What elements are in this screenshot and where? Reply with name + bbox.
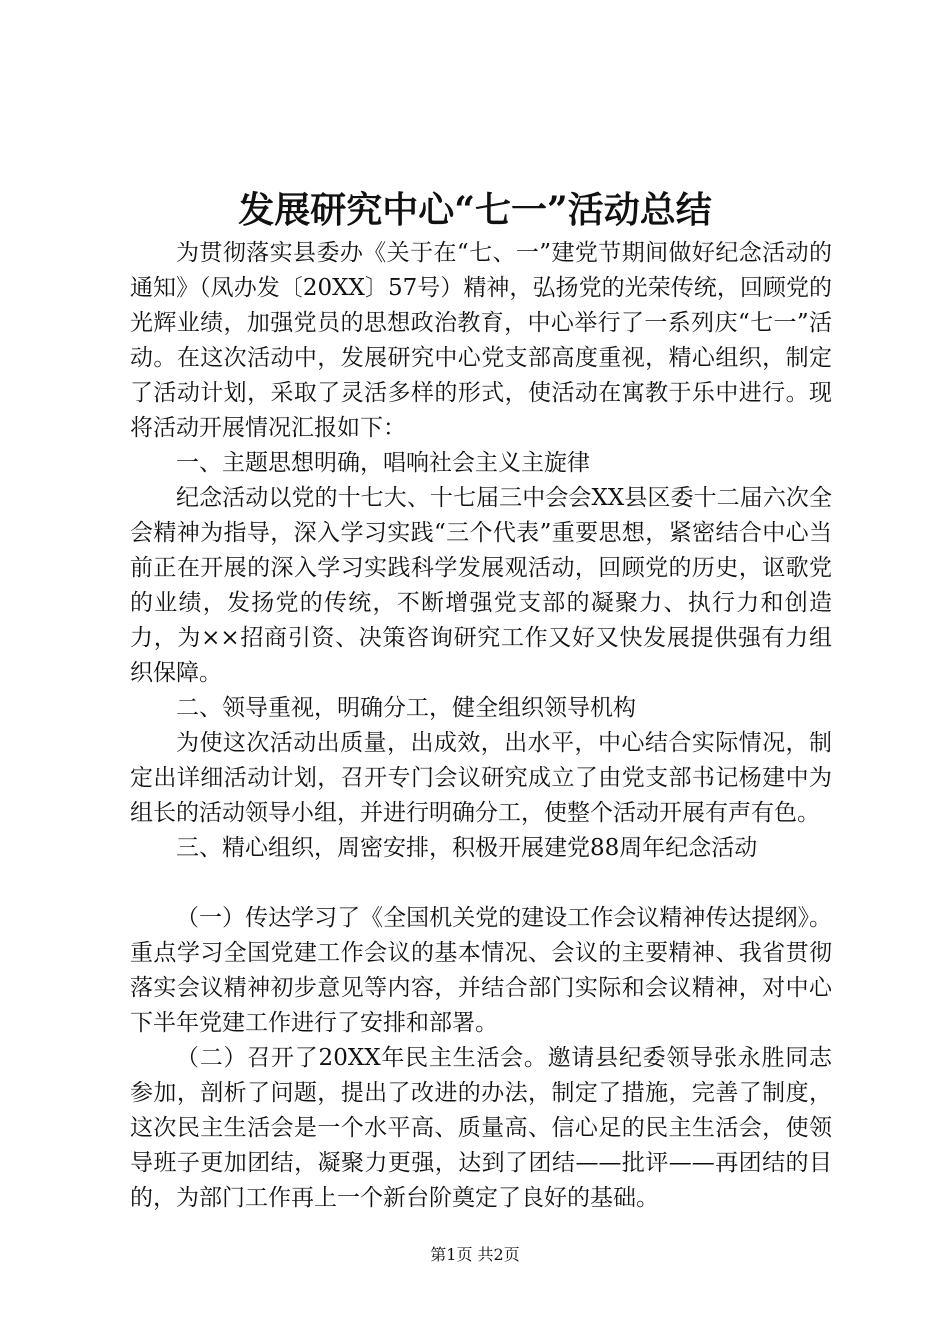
section-heading-1: 一、主题思想明确，唱响社会主义主旋律 — [176, 450, 590, 476]
intro-paragraph: 为贯彻落实县委办《关于在“七、一”建党节期间做好纪念活动的通知》（凤办发〔20XX〕57号）精神，弘扬党的光荣传统，回顾党的光辉业绩，加强党员的思想政治教育，中心举行了一系列庆“七一”活动。在这次活动中，发展研究中心党支部高度重视，精心组织，制定了活动计划，采取了灵活多样的形式，使活动在寓教于乐中进行。现将活动开展情况汇报如下： — [130, 240, 832, 441]
section-1-paragraph: 纪念活动以党的十七大、十七届三中会会XX县区委十二届六次全会精神为指导，深入学习实践“三个代表”重要思想，紧密结合中心当前正在开展的深入学习实践科学发展观活动，回顾党的历史，讴歌党的业绩，发扬党的传统，不断增强党支部的凝聚力、执行力和创造力，为××招商引资、决策咨询研究工作又好又快发展提供强有力组织保障。 — [130, 485, 832, 686]
blank-line — [130, 866, 832, 901]
subsection-1-paragraph: （一）传达学习了《全国机关党的建设工作会议精神传达提纲》。重点学习全国党建工作会议的基本情况、会议的主要精神、我省贯彻落实会议精神初步意见等内容，并结合部门实际和会议精神，对中心下半年党建工作进行了安排和部署。 — [130, 905, 832, 1036]
page-footer: 第1页 共2页 — [430, 1245, 520, 1264]
document-body — [130, 236, 832, 1216]
subsection-2-paragraph: （二）召开了20XX年民主生活会。邀请县纪委领导张永胜同志参加，剖析了问题，提出了改进的办法，制定了措施，完善了制度，这次民主生活会是一个水平高、质量高、信心足的民主生活会，使领导班子更加团结，凝聚力更强，达到了团结——批评——再团结的目的，为部门工作再上一个新台阶奠定了良好的基础。 — [130, 1045, 832, 1211]
document-title: 发展研究中心“七一”活动总结 — [238, 189, 712, 231]
section-heading-3: 三、精心组织，周密安排，积极开展建党88周年纪念活动 — [176, 835, 758, 861]
section-heading-2: 二、领导重视，明确分工，健全组织领导机构 — [176, 695, 636, 721]
section-2-paragraph: 为使这次活动出质量，出成效，出水平，中心结合实际情况，制定出详细活动计划，召开专门会议研究成立了由党支部书记杨建中为组长的活动领导小组，并进行明确分工，使整个活动开展有声有色。 — [130, 730, 832, 826]
